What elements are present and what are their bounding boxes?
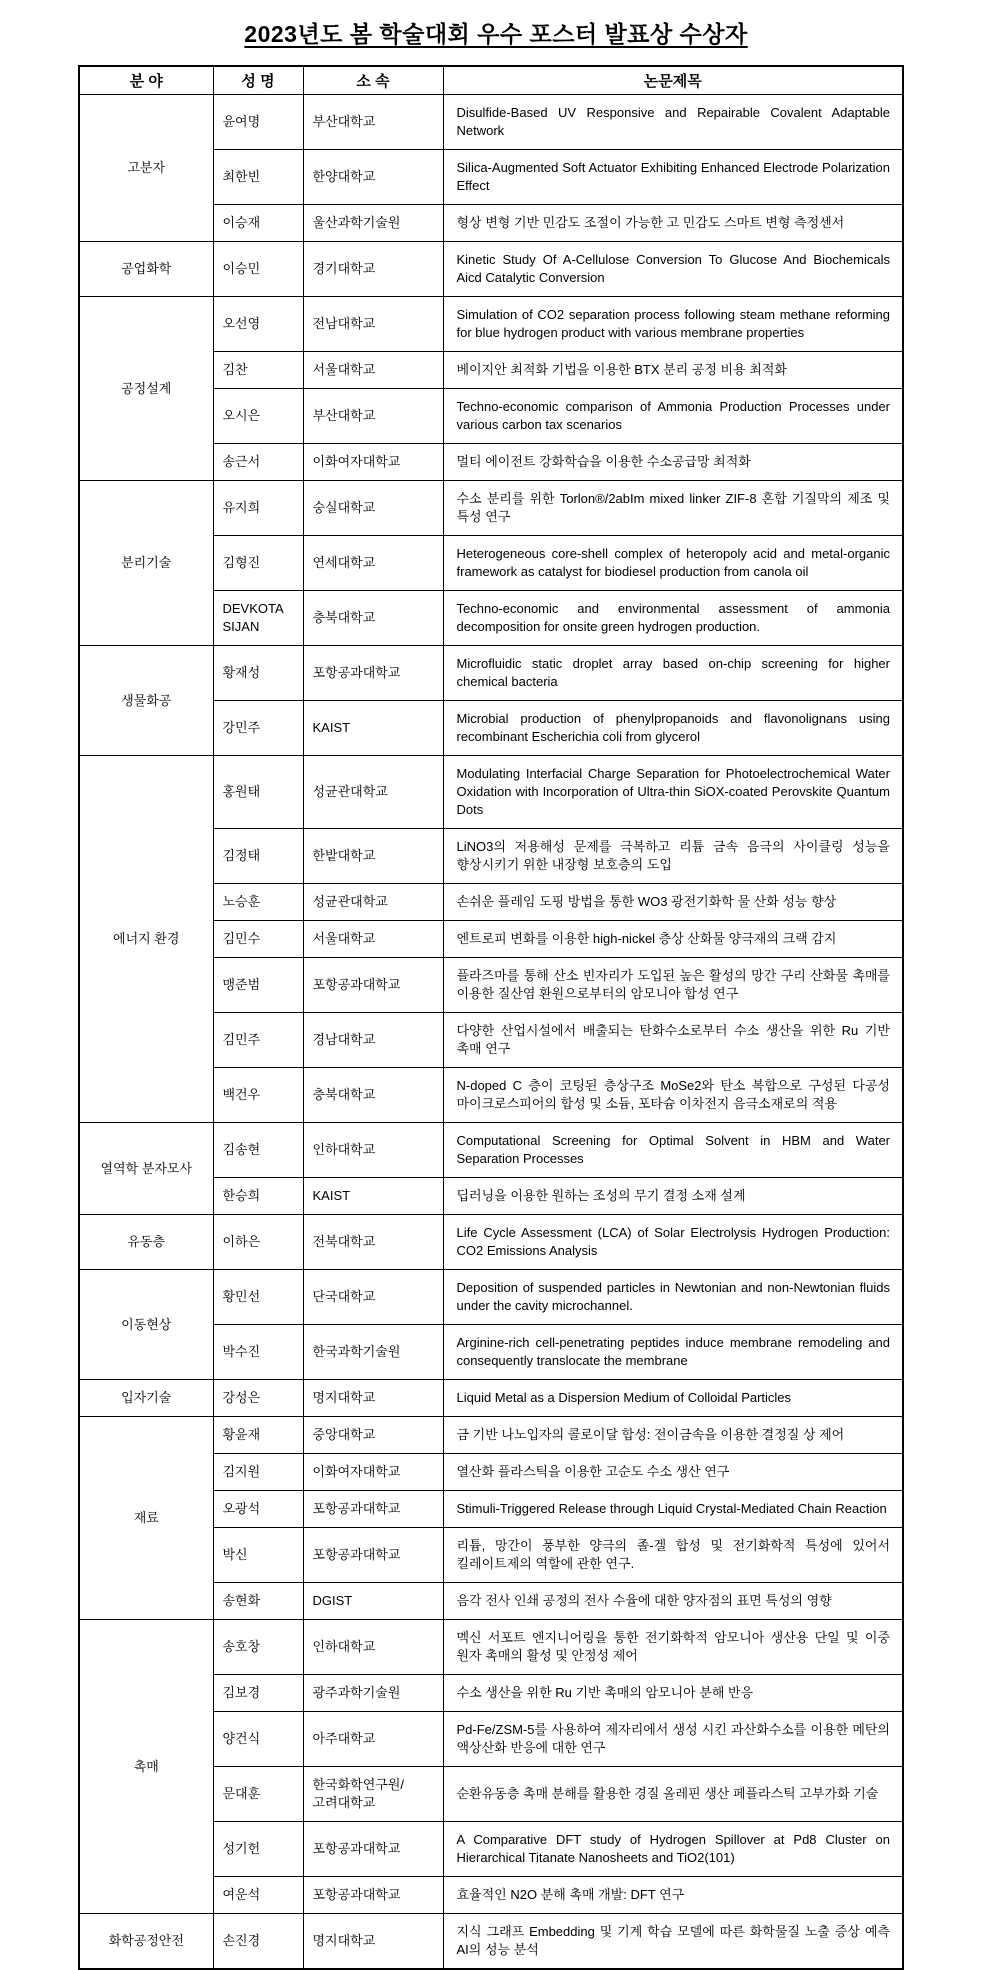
table-row — [79, 297, 903, 352]
name-cell: 홍원태 — [213, 756, 303, 829]
header-name: 성 명 — [213, 66, 303, 95]
field-cell: 고분자 — [79, 95, 213, 242]
name-cell: 김송현 — [213, 1123, 303, 1178]
field-cell: 화학공정안전 — [79, 1914, 213, 1970]
affiliation-cell: DGIST — [303, 1583, 443, 1620]
paper-title-cell: Life Cycle Assessment (LCA) of Solar Electrolysis Hydrogen Production: CO2 Emissions Analysis — [443, 1215, 903, 1270]
paper-title-cell: Techno-economic and environmental assessment of ammonia decomposition for onsite green hydrogen production. — [443, 591, 903, 646]
paper-title-cell: 음각 전사 인쇄 공정의 전사 수율에 대한 양자점의 표면 특성의 영향 — [443, 1583, 903, 1620]
name-cell: 송근서 — [213, 444, 303, 481]
affiliation-cell: 성균관대학교 — [303, 756, 443, 829]
table-row — [79, 1270, 903, 1325]
affiliation-cell: 한국과학기술원 — [303, 1325, 443, 1380]
name-cell: 문대훈 — [213, 1767, 303, 1822]
paper-title-cell: 리튬, 망간이 풍부한 양극의 졸-겔 합성 및 전기화학적 특성에 있어서 킬레이트제의 역할에 관한 연구. — [443, 1528, 903, 1583]
table-row — [79, 1417, 903, 1454]
name-cell: 백건우 — [213, 1068, 303, 1123]
paper-title-cell: 손쉬운 플레임 도핑 방법을 통한 WO3 광전기화학 물 산화 성능 향상 — [443, 884, 903, 921]
name-cell: 송호창 — [213, 1620, 303, 1675]
name-cell: 이승민 — [213, 242, 303, 297]
name-cell: 김찬 — [213, 352, 303, 389]
affiliation-cell: 충북대학교 — [303, 591, 443, 646]
paper-title-cell: Computational Screening for Optimal Solvent in HBM and Water Separation Processes — [443, 1123, 903, 1178]
field-cell: 공업화학 — [79, 242, 213, 297]
table-row — [79, 1123, 903, 1178]
name-cell: 박신 — [213, 1528, 303, 1583]
name-cell: DEVKOTA SIJAN — [213, 591, 303, 646]
field-cell: 분리기술 — [79, 481, 213, 646]
field-cell: 열역학 분자모사 — [79, 1123, 213, 1215]
affiliation-cell: 서울대학교 — [303, 352, 443, 389]
affiliation-cell: 아주대학교 — [303, 1712, 443, 1767]
table-row — [79, 1215, 903, 1270]
name-cell: 성기헌 — [213, 1822, 303, 1877]
field-cell: 유동층 — [79, 1215, 213, 1270]
name-cell: 송현화 — [213, 1583, 303, 1620]
name-cell: 이하은 — [213, 1215, 303, 1270]
name-cell: 김민수 — [213, 921, 303, 958]
name-cell: 김정태 — [213, 829, 303, 884]
paper-title-cell: Pd-Fe/ZSM-5를 사용하여 제자리에서 생성 시킨 과산화수소를 이용한 메탄의 액상산화 반응에 대한 연구 — [443, 1712, 903, 1767]
paper-title-cell: Modulating Interfacial Charge Separation for Photoelectrochemical Water Oxidation with Incorporation of Ultra-thin SiOX-coated Perovskite Quantum Dots — [443, 756, 903, 829]
affiliation-cell: 연세대학교 — [303, 536, 443, 591]
paper-title-cell: 멕신 서포트 엔지니어링을 통한 전기화학적 암모니아 생산용 단일 및 이중 원자 촉매의 활성 및 안정성 제어 — [443, 1620, 903, 1675]
name-cell: 김형진 — [213, 536, 303, 591]
affiliation-cell: 중앙대학교 — [303, 1417, 443, 1454]
paper-title-cell: Stimuli-Triggered Release through Liquid Crystal-Mediated Chain Reaction — [443, 1491, 903, 1528]
paper-title-cell: 순환유동층 촉매 분해를 활용한 경질 올레핀 생산 페플라스틱 고부가화 기술 — [443, 1767, 903, 1822]
name-cell: 황윤재 — [213, 1417, 303, 1454]
paper-title-cell: 금 기반 나노입자의 콜로이달 합성: 전이금속을 이용한 결정질 상 제어 — [443, 1417, 903, 1454]
table-row — [79, 756, 903, 829]
affiliation-cell: 포항공과대학교 — [303, 958, 443, 1013]
name-cell: 박수진 — [213, 1325, 303, 1380]
paper-title-cell: 열산화 플라스틱을 이용한 고순도 수소 생산 연구 — [443, 1454, 903, 1491]
winners-table — [78, 65, 904, 1970]
paper-title-cell: Kinetic Study Of A-Cellulose Conversion To Glucose And Biochemicals Aicd Catalytic Conversion — [443, 242, 903, 297]
paper-title-cell: Heterogeneous core-shell complex of heteropoly acid and metal-organic framework as catalyst for biodiesel production from canola oil — [443, 536, 903, 591]
name-cell: 이승재 — [213, 205, 303, 242]
name-cell: 양건식 — [213, 1712, 303, 1767]
field-cell: 입자기술 — [79, 1380, 213, 1417]
name-cell: 윤여명 — [213, 95, 303, 150]
header-row — [79, 66, 903, 95]
name-cell: 최한빈 — [213, 150, 303, 205]
name-cell: 한승희 — [213, 1178, 303, 1215]
affiliation-cell: 전남대학교 — [303, 297, 443, 352]
table-row — [79, 1380, 903, 1417]
paper-title-cell: Arginine-rich cell-penetrating peptides induce membrane remodeling and consequently translocate the membrane — [443, 1325, 903, 1380]
paper-title-cell: Deposition of suspended particles in Newtonian and non-Newtonian fluids under the cavity microchannel. — [443, 1270, 903, 1325]
paper-title-cell: N-doped C 층이 코팅된 층상구조 MoSe2와 탄소 복합으로 구성된 다공성 마이크로스피어의 합성 및 소듐, 포타슘 이차전지 음극소재로의 적용 — [443, 1068, 903, 1123]
name-cell: 김민주 — [213, 1013, 303, 1068]
header-affiliation: 소 속 — [303, 66, 443, 95]
field-cell: 촉매 — [79, 1620, 213, 1914]
field-cell: 이동현상 — [79, 1270, 213, 1380]
winners-table-header — [79, 66, 903, 95]
name-cell: 황재성 — [213, 646, 303, 701]
affiliation-cell: 포항공과대학교 — [303, 1528, 443, 1583]
table-row — [79, 1914, 903, 1970]
paper-title-cell: Liquid Metal as a Dispersion Medium of Colloidal Particles — [443, 1380, 903, 1417]
affiliation-cell: 한국화학연구원/고려대학교 — [303, 1767, 443, 1822]
paper-title-cell: 딥러닝을 이용한 원하는 조성의 무기 결정 소재 설계 — [443, 1178, 903, 1215]
field-cell: 에너지 환경 — [79, 756, 213, 1123]
affiliation-cell: 인하대학교 — [303, 1123, 443, 1178]
name-cell: 오시은 — [213, 389, 303, 444]
table-row — [79, 646, 903, 701]
affiliation-cell: 명지대학교 — [303, 1914, 443, 1970]
table-row — [79, 1620, 903, 1675]
page-title — [0, 16, 992, 49]
affiliation-cell: 포항공과대학교 — [303, 1491, 443, 1528]
affiliation-cell: 숭실대학교 — [303, 481, 443, 536]
paper-title-cell: Techno-economic comparison of Ammonia Production Processes under various carbon tax scenarios — [443, 389, 903, 444]
affiliation-cell: 포항공과대학교 — [303, 646, 443, 701]
paper-title-cell: Microbial production of phenylpropanoids and flavonolignans using recombinant Escherichia coli from glycerol — [443, 701, 903, 756]
name-cell: 황민선 — [213, 1270, 303, 1325]
affiliation-cell: KAIST — [303, 701, 443, 756]
name-cell: 김지원 — [213, 1454, 303, 1491]
affiliation-cell: 인하대학교 — [303, 1620, 443, 1675]
name-cell: 맹준범 — [213, 958, 303, 1013]
paper-title-cell: 효율적인 N2O 분해 촉매 개발: DFT 연구 — [443, 1877, 903, 1914]
name-cell: 김보경 — [213, 1675, 303, 1712]
header-paper-title: 논문제목 — [443, 66, 903, 95]
paper-title-cell: Microfluidic static droplet array based on-chip screening for higher chemical bacteria — [443, 646, 903, 701]
paper-title-cell: Simulation of CO2 separation process following steam methane reforming for blue hydrogen product with various membrane properties — [443, 297, 903, 352]
table-row — [79, 481, 903, 536]
paper-title-cell: 수소 분리를 위한 Torlon®/2abIm mixed linker ZIF-8 혼합 기질막의 제조 및 특성 연구 — [443, 481, 903, 536]
page-title-text: 2023년도 봄 학술대회 우수 포스터 발표상 수상자 — [244, 21, 748, 47]
paper-title-cell: 수소 생산을 위한 Ru 기반 촉매의 암모니아 분해 반응 — [443, 1675, 903, 1712]
affiliation-cell: 단국대학교 — [303, 1270, 443, 1325]
affiliation-cell: 전북대학교 — [303, 1215, 443, 1270]
affiliation-cell: 부산대학교 — [303, 95, 443, 150]
header-field: 분 야 — [79, 66, 213, 95]
affiliation-cell: KAIST — [303, 1178, 443, 1215]
affiliation-cell: 포항공과대학교 — [303, 1822, 443, 1877]
affiliation-cell: 이화여자대학교 — [303, 444, 443, 481]
paper-title-cell: A Comparative DFT study of Hydrogen Spillover at Pd8 Cluster on Hierarchical Titanate Nanosheets and TiO2(101) — [443, 1822, 903, 1877]
affiliation-cell: 울산과학기술원 — [303, 205, 443, 242]
affiliation-cell: 서울대학교 — [303, 921, 443, 958]
field-cell: 생물화공 — [79, 646, 213, 756]
paper-title-cell: 형상 변형 기반 민감도 조절이 가능한 고 민감도 스마트 변형 측정센서 — [443, 205, 903, 242]
name-cell: 여운석 — [213, 1877, 303, 1914]
paper-title-cell: Silica-Augmented Soft Actuator Exhibiting Enhanced Electrode Polarization Effect — [443, 150, 903, 205]
name-cell: 오광석 — [213, 1491, 303, 1528]
name-cell: 강민주 — [213, 701, 303, 756]
affiliation-cell: 경기대학교 — [303, 242, 443, 297]
paper-title-cell: 베이지안 최적화 기법을 이용한 BTX 분리 공정 비용 최적화 — [443, 352, 903, 389]
field-cell: 공정설계 — [79, 297, 213, 481]
table-row — [79, 95, 903, 150]
name-cell: 오선영 — [213, 297, 303, 352]
paper-title-cell: 플라즈마를 통해 산소 빈자리가 도입된 높은 활성의 망간 구리 산화물 촉매를 이용한 질산염 환원으로부터의 암모니아 합성 연구 — [443, 958, 903, 1013]
name-cell: 유지희 — [213, 481, 303, 536]
paper-title-cell: 멀티 에이전트 강화학습을 이용한 수소공급망 최적화 — [443, 444, 903, 481]
affiliation-cell: 광주과학기술원 — [303, 1675, 443, 1712]
table-row — [79, 242, 903, 297]
name-cell: 노승훈 — [213, 884, 303, 921]
affiliation-cell: 경남대학교 — [303, 1013, 443, 1068]
affiliation-cell: 한밭대학교 — [303, 829, 443, 884]
affiliation-cell: 이화여자대학교 — [303, 1454, 443, 1491]
name-cell: 강성은 — [213, 1380, 303, 1417]
affiliation-cell: 성균관대학교 — [303, 884, 443, 921]
paper-title-cell: 다양한 산업시설에서 배출되는 탄화수소로부터 수소 생산을 위한 Ru 기반 촉매 연구 — [443, 1013, 903, 1068]
name-cell: 손진경 — [213, 1914, 303, 1970]
winners-table-body — [79, 95, 903, 1970]
paper-title-cell: 엔트로피 변화를 이용한 high-nickel 층상 산화물 양극재의 크랙 감지 — [443, 921, 903, 958]
paper-title-cell: Disulfide-Based UV Responsive and Repairable Covalent Adaptable Network — [443, 95, 903, 150]
paper-title-cell: LiNO3의 저용해성 문제를 극복하고 리튬 금속 음극의 사이클링 성능을 향상시키기 위한 내장형 보호층의 도입 — [443, 829, 903, 884]
affiliation-cell: 명지대학교 — [303, 1380, 443, 1417]
affiliation-cell: 한양대학교 — [303, 150, 443, 205]
paper-title-cell: 지식 그래프 Embedding 및 기계 학습 모델에 따른 화학물질 노출 증상 예측 AI의 성능 분석 — [443, 1914, 903, 1970]
field-cell: 재료 — [79, 1417, 213, 1620]
affiliation-cell: 포항공과대학교 — [303, 1877, 443, 1914]
affiliation-cell: 부산대학교 — [303, 389, 443, 444]
affiliation-cell: 충북대학교 — [303, 1068, 443, 1123]
